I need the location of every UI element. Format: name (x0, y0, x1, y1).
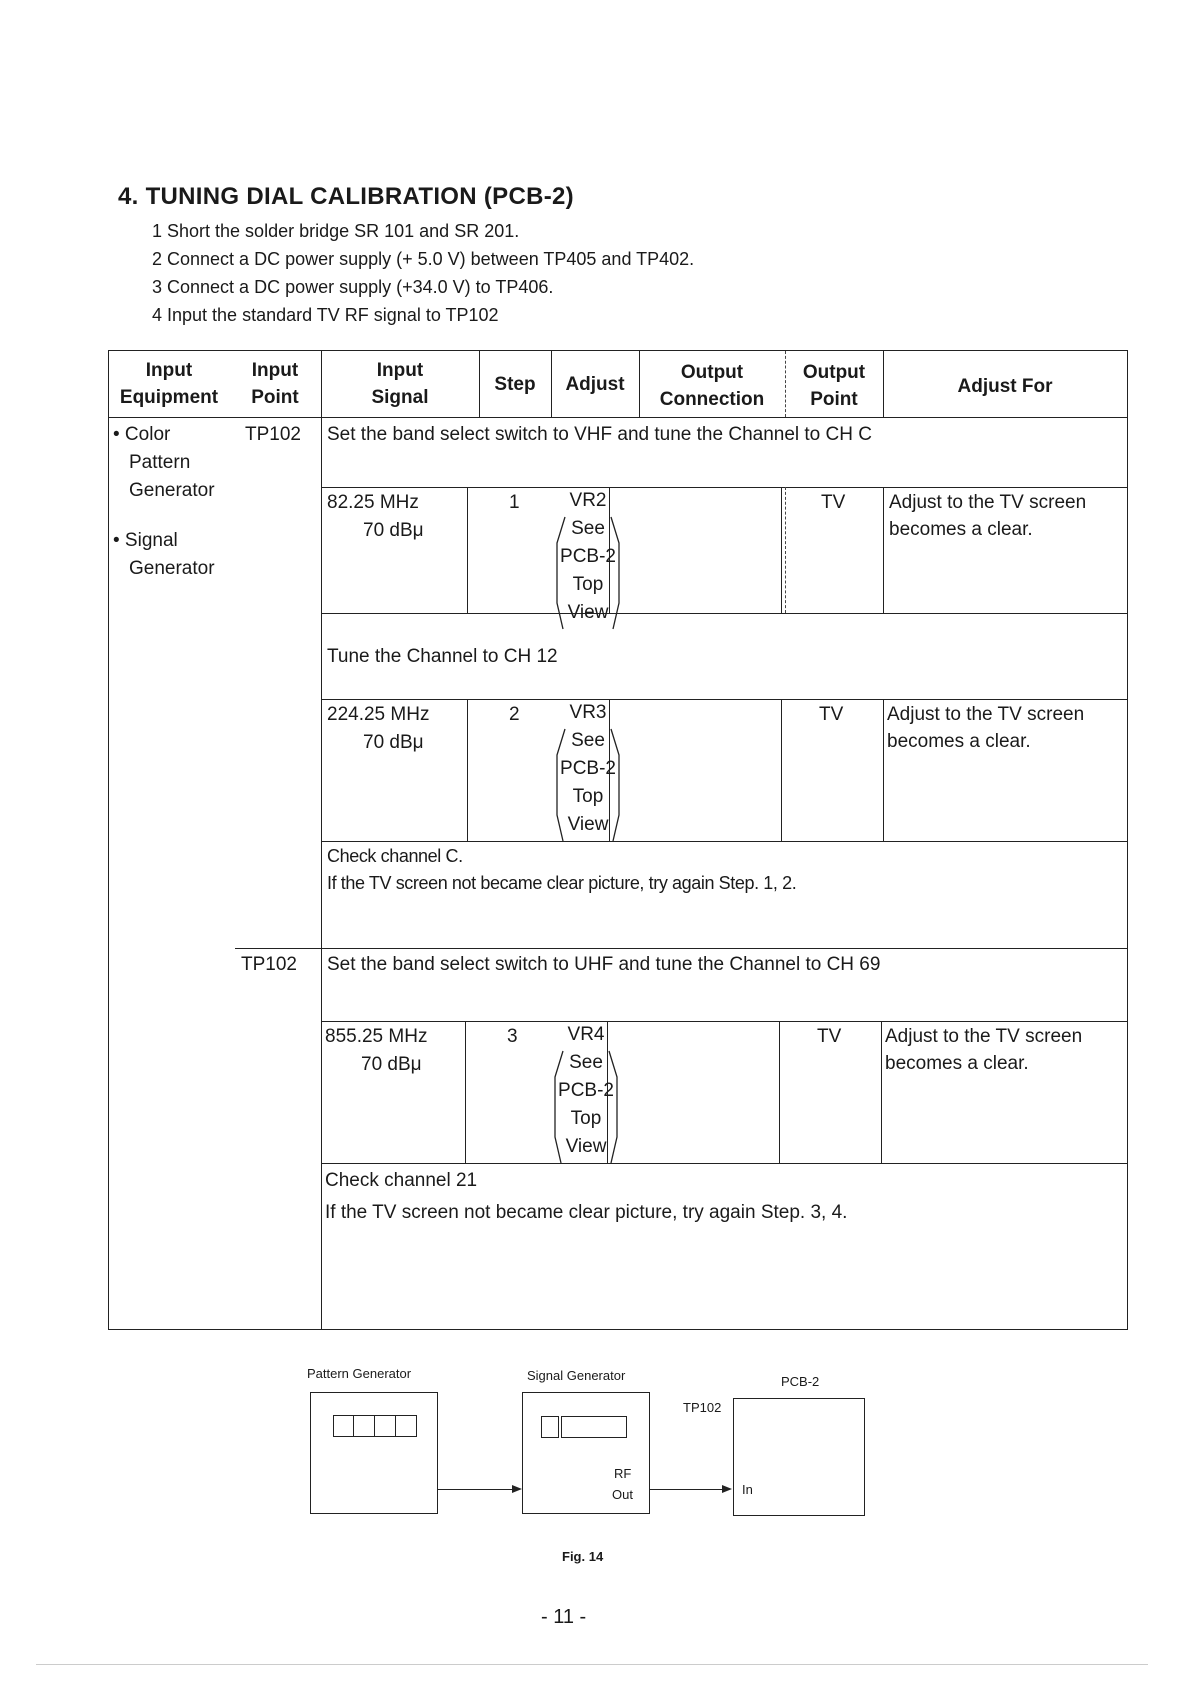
signal-generator-display (561, 1416, 627, 1438)
header-input-equipment-2: Equipment (119, 387, 219, 408)
header-input-signal-1: Input (376, 360, 424, 381)
rf-label: RF (614, 1466, 632, 1481)
row1-adjust-pcb: PCB-2 (560, 546, 616, 567)
row3-adjust-see: See (569, 1052, 603, 1073)
row3-adjust-for-1: Adjust to the TV screen (885, 1026, 1083, 1047)
row3-adjust-pcb: PCB-2 (558, 1080, 614, 1101)
check1-line1: Check channel C. (327, 846, 463, 866)
row2-adjust-top: Top (572, 786, 604, 807)
row3-output-point: TV (817, 1026, 842, 1047)
page-number: - 11 - (541, 1606, 587, 1628)
row2-adjust-for-2: becomes a clear. (887, 731, 1031, 752)
header-input-point-2: Point (251, 387, 299, 408)
section-title: 4. TUNING DIAL CALIBRATION (PCB-2) (118, 183, 574, 210)
row1-adjust-for-2: becomes a clear. (889, 519, 1033, 540)
pcb-box (733, 1398, 865, 1516)
row2-adjust-see: See (571, 730, 605, 751)
input-point-tp102-1: TP102 (245, 424, 301, 445)
pattern-generator-label: Pattern Generator (307, 1366, 412, 1381)
instruction-ch12: Tune the Channel to CH 12 (327, 646, 558, 667)
row3-adjust-vr: VR4 (567, 1024, 605, 1045)
in-label: In (742, 1482, 753, 1497)
arrow-signal-to-pcb (650, 1489, 722, 1490)
pattern-generator-display (333, 1415, 417, 1437)
row2-level: 70 dBμ (363, 732, 424, 753)
instruction-step-2: 2 Connect a DC power supply (+ 5.0 V) between TP405 and TP402. (152, 249, 695, 269)
row3-adjust-view: View (565, 1136, 607, 1157)
equipment-color-pattern-1: • Color (113, 424, 171, 445)
header-step: Step (494, 374, 536, 395)
row2-adjust-view: View (567, 814, 609, 835)
row1-adjust-view: View (567, 602, 609, 623)
row1-output-point: TV (821, 492, 846, 513)
row3-step: 3 (507, 1026, 518, 1047)
row3-adjust-top: Top (570, 1108, 602, 1129)
row2-adjust-for-1: Adjust to the TV screen (887, 704, 1085, 725)
row3-level: 70 dBμ (361, 1054, 422, 1075)
arrowhead-1 (512, 1485, 522, 1493)
pcb-label: PCB-2 (781, 1374, 820, 1389)
check2-line1: Check channel 21 (325, 1170, 478, 1191)
row1-adjust-see: See (571, 518, 605, 539)
header-adjust: Adjust (565, 374, 625, 395)
out-label: Out (612, 1487, 633, 1502)
pattern-generator-box (310, 1392, 438, 1514)
row3-adjust-for-2: becomes a clear. (885, 1053, 1029, 1074)
instruction-step-4: 4 Input the standard TV RF signal to TP102 (152, 305, 499, 325)
equipment-signal-2: Generator (129, 558, 215, 579)
input-point-tp102-2: TP102 (241, 954, 297, 975)
header-output-connection-2: Connection (659, 389, 765, 410)
header-output-connection-1: Output (680, 362, 744, 383)
row3-adjust-bracket (551, 1047, 621, 1173)
instruction-step-3: 3 Connect a DC power supply (+34.0 V) to TP406. (152, 277, 554, 297)
row1-level: 70 dBμ (363, 520, 424, 541)
signal-generator-knob (541, 1416, 559, 1438)
equipment-color-pattern-2: Pattern (129, 452, 191, 473)
row1-frequency: 82.25 MHz (327, 492, 419, 513)
equipment-color-pattern-3: Generator (129, 480, 215, 501)
equipment-signal-1: • Signal (113, 530, 178, 551)
row1-adjust-top: Top (572, 574, 604, 595)
row2-adjust-pcb: PCB-2 (560, 758, 616, 779)
tp102-label: TP102 (683, 1400, 722, 1415)
check2-line2: If the TV screen not became clear picture, try again Step. 3, 4. (325, 1202, 848, 1223)
row1-adjust-for-1: Adjust to the TV screen (889, 492, 1087, 513)
row2-adjust-bracket (553, 725, 623, 851)
check1-line2: If the TV screen not became clear picture, try again Step. 1, 2. (327, 873, 797, 893)
header-input-point-1: Input (251, 360, 299, 381)
arrowhead-2 (722, 1485, 732, 1493)
row2-step: 2 (509, 704, 520, 725)
arrow-pattern-to-signal (438, 1489, 512, 1490)
calibration-table (108, 350, 1128, 1330)
header-adjust-for: Adjust For (957, 376, 1053, 397)
header-output-point-1: Output (802, 362, 866, 383)
row1-adjust-vr: VR2 (569, 490, 607, 511)
bottom-rule (36, 1664, 1148, 1665)
figure-caption: Fig. 14 (562, 1549, 604, 1564)
row2-frequency: 224.25 MHz (327, 704, 430, 725)
instruction-step-1: 1 Short the solder bridge SR 101 and SR 201. (152, 221, 520, 241)
header-input-equipment-1: Input (145, 360, 193, 381)
row2-adjust-vr: VR3 (569, 702, 607, 723)
header-output-point-2: Point (810, 389, 858, 410)
row1-step: 1 (509, 492, 520, 513)
header-input-signal-2: Signal (371, 387, 429, 408)
row1-adjust-bracket (553, 513, 623, 639)
signal-generator-label: Signal Generator (527, 1368, 626, 1383)
row3-frequency: 855.25 MHz (325, 1026, 428, 1047)
instruction-vhf: Set the band select switch to VHF and tune the Channel to CH C (327, 424, 872, 445)
instruction-uhf: Set the band select switch to UHF and tune the Channel to CH 69 (327, 954, 881, 975)
row2-output-point: TV (819, 704, 844, 725)
